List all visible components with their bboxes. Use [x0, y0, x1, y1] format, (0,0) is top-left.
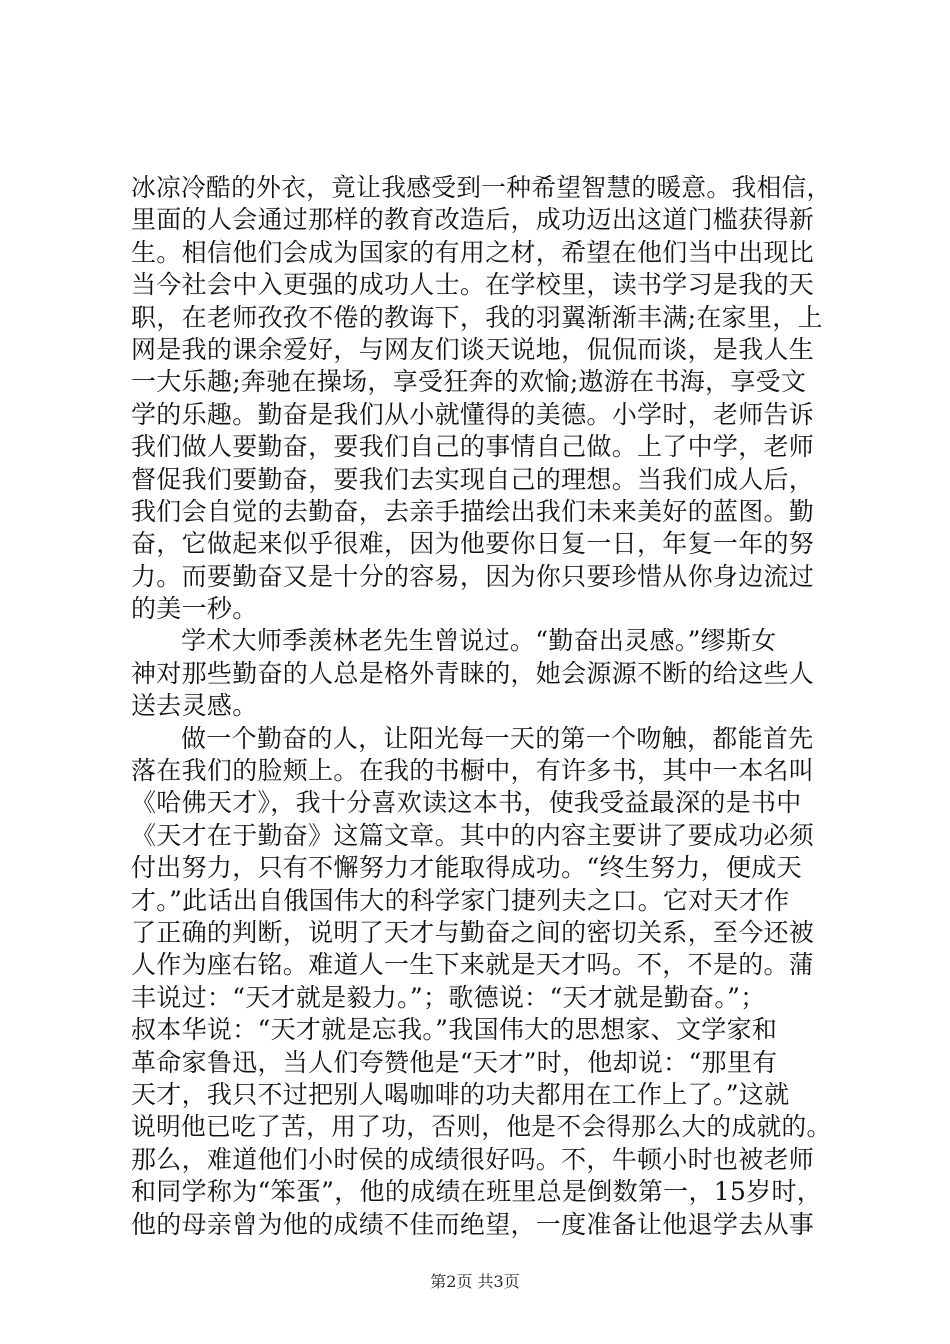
text-line: 和同学称为“笨蛋”，他的成绩在班里总是倒数第一，15岁时， — [131, 1177, 823, 1207]
page-footer: 第2页 共3页 — [430, 1272, 520, 1291]
text-line: 学术大师季羡林老先生曾说过。“勤奋出灵感。”缪斯女 — [181, 626, 777, 656]
text-line: 网是我的课余爱好，与网友们谈天说地，侃侃而谈，是我人生 — [131, 334, 815, 364]
text-line: 里面的人会通过那样的教育改造后，成功迈出这道门槛获得新 — [131, 205, 815, 235]
text-line: 做一个勤奋的人，让阳光每一天的第一个吻触，都能首先 — [181, 723, 814, 753]
text-line: 的美一秒。 — [131, 594, 258, 624]
text-line: 叔本华说：“天才就是忘我。”我国伟大的思想家、文学家和 — [131, 1015, 778, 1045]
paragraph — [131, 625, 831, 722]
text-line: 了正确的判断，说明了天才与勤奋之间的密切关系，至今还被 — [131, 917, 815, 947]
text-line: 才。”此话出自俄国伟大的科学家门捷列夫之口。它对天才作 — [131, 885, 790, 915]
text-line: 落在我们的脸颊上。在我的书橱中，有许多书，其中一本名叫 — [131, 756, 815, 786]
text-line: 丰说过：“天才就是毅力。”；歌德说：“天才就是勤奋。”； — [131, 982, 766, 1012]
paragraph — [131, 723, 831, 1241]
text-line: 力。而要勤奋又是十分的容易，因为你只要珍惜从你身边流过 — [131, 561, 815, 591]
text-line: 我们会自觉的去勤奋，去亲手描绘出我们未来美好的蓝图。勤 — [131, 496, 815, 526]
text-line: 我们做人要勤奋，要我们自己的事情自己做。上了中学，老师 — [131, 432, 815, 462]
text-line: 督促我们要勤奋，要我们去实现自己的理想。当我们成人后， — [131, 464, 815, 494]
document-body — [131, 172, 831, 1241]
text-line: 生。相信他们会成为国家的有用之材，希望在他们当中出现比 — [131, 237, 815, 267]
text-line: 说明他已吃了苦，用了功，否则，他是不会得那么大的成就的。 — [131, 1112, 832, 1142]
text-line: 当今社会中入更强的成功人士。在学校里，读书学习是我的天 — [131, 270, 815, 300]
paragraph — [131, 172, 831, 625]
text-line: 《天才在于勤奋》这篇文章。其中的内容主要讲了要成功必须 — [131, 820, 815, 850]
text-line: 付出努力，只有不懈努力才能取得成功。“终生努力，便成天 — [131, 853, 802, 883]
text-line: 革命家鲁迅，当人们夸赞他是“天才”时，他却说：“那里有 — [131, 1047, 778, 1077]
text-line: 送去灵感。 — [131, 691, 258, 721]
text-line: 天才，我只不过把别人喝咖啡的功夫都用在工作上了。”这就 — [131, 1079, 790, 1109]
text-line: 职，在老师孜孜不倦的教诲下，我的羽翼渐渐丰满;在家里，上 — [131, 302, 823, 332]
text-line: 那么，难道他们小时侯的成绩很好吗。不，牛顿小时也被老师 — [131, 1144, 815, 1174]
text-line: 冰凉冷酷的外衣，竟让我感受到一种希望智慧的暖意。我相信， — [131, 173, 832, 202]
text-line: 学的乐趣。勤奋是我们从小就懂得的美德。小学时，老师告诉 — [131, 399, 815, 429]
text-line: 《哈佛天才》，我十分喜欢读这本书，使我受益最深的是书中 — [131, 788, 802, 818]
text-line: 人作为座右铭。难道人一生下来就是天才吗。不，不是的。蒲 — [131, 950, 815, 980]
text-line: 一大乐趣;奔驰在操场，享受狂奔的欢愉;遨游在书海，享受文 — [131, 367, 807, 397]
text-line: 神对那些勤奋的人总是格外青睐的，她会源源不断的给这些人 — [131, 658, 815, 688]
text-line: 他的母亲曾为他的成绩不佳而绝望，一度准备让他退学去从事 — [131, 1209, 815, 1239]
text-line: 奋，它做起来似乎很难，因为他要你日复一日，年复一年的努 — [131, 529, 815, 559]
